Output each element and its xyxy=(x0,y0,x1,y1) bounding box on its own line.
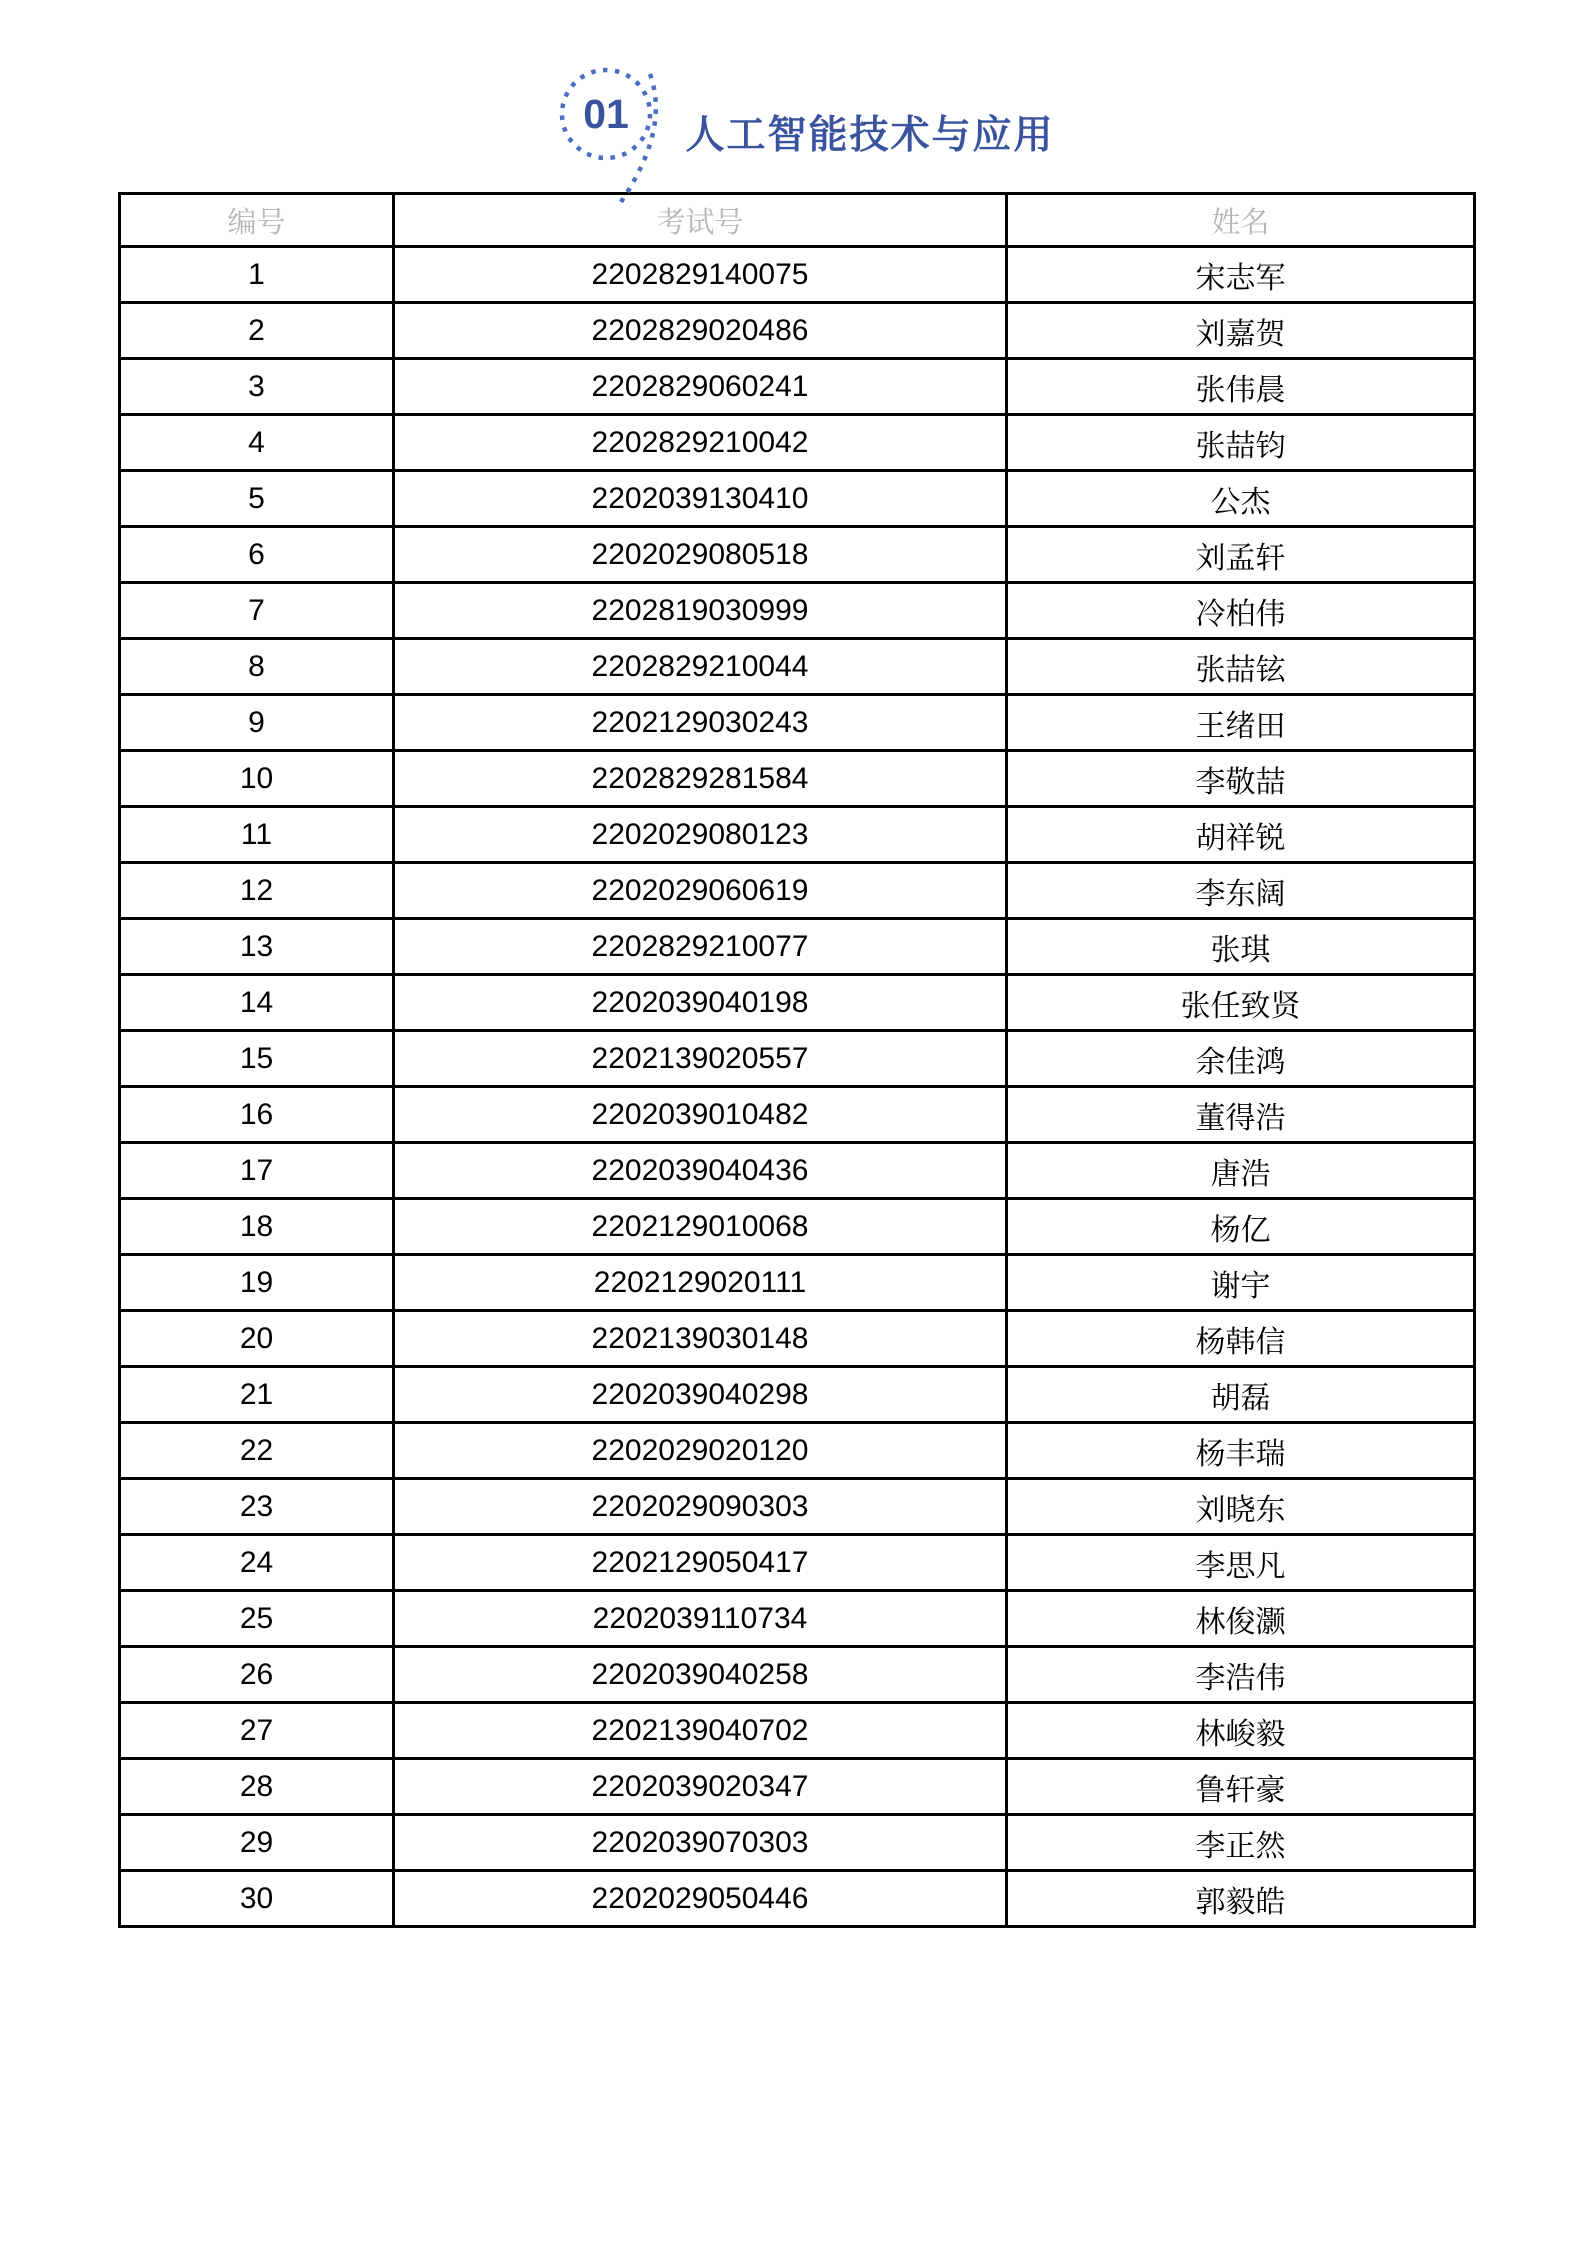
exam-id-cell: 2202039020347 xyxy=(394,1759,1007,1815)
name-cell: 张喆钧 xyxy=(1007,415,1475,471)
table-row xyxy=(120,1087,1475,1143)
exam-id-cell: 2202039040298 xyxy=(394,1367,1007,1423)
row-number-cell: 29 xyxy=(120,1815,394,1871)
header-row xyxy=(120,194,1475,247)
exam-id-cell: 2202039040258 xyxy=(394,1647,1007,1703)
name-cell: 李浩伟 xyxy=(1007,1647,1475,1703)
name-cell: 冷柏伟 xyxy=(1007,583,1475,639)
table-row xyxy=(120,1479,1475,1535)
table-row xyxy=(120,1367,1475,1423)
row-number-cell: 15 xyxy=(120,1031,394,1087)
section-header xyxy=(0,0,1586,192)
col-header-number: 编号 xyxy=(120,194,394,247)
row-number-cell: 3 xyxy=(120,359,394,415)
table-row xyxy=(120,1535,1475,1591)
exam-id-cell: 2202129030243 xyxy=(394,695,1007,751)
exam-id-cell: 2202829281584 xyxy=(394,751,1007,807)
name-cell: 杨丰瑞 xyxy=(1007,1423,1475,1479)
row-number-cell: 20 xyxy=(120,1311,394,1367)
table-row xyxy=(120,359,1475,415)
row-number-cell: 25 xyxy=(120,1591,394,1647)
table-row xyxy=(120,975,1475,1031)
name-cell: 张任致贤 xyxy=(1007,975,1475,1031)
row-number-cell: 5 xyxy=(120,471,394,527)
table-row xyxy=(120,1759,1475,1815)
row-number-cell: 21 xyxy=(120,1367,394,1423)
table-row xyxy=(120,807,1475,863)
section-badge xyxy=(531,50,681,210)
table-row xyxy=(120,1703,1475,1759)
name-cell: 李东阔 xyxy=(1007,863,1475,919)
row-number-cell: 10 xyxy=(120,751,394,807)
exam-id-cell: 2202039130410 xyxy=(394,471,1007,527)
name-cell: 公杰 xyxy=(1007,471,1475,527)
exam-id-cell: 2202029050446 xyxy=(394,1871,1007,1927)
name-cell: 胡磊 xyxy=(1007,1367,1475,1423)
row-number-cell: 9 xyxy=(120,695,394,751)
row-number-cell: 12 xyxy=(120,863,394,919)
name-cell: 刘嘉贺 xyxy=(1007,303,1475,359)
exam-id-cell: 2202029020120 xyxy=(394,1423,1007,1479)
exam-id-cell: 2202029080518 xyxy=(394,527,1007,583)
exam-id-cell: 2202829020486 xyxy=(394,303,1007,359)
name-cell: 李敬喆 xyxy=(1007,751,1475,807)
exam-id-cell: 2202029080123 xyxy=(394,807,1007,863)
name-cell: 刘晓东 xyxy=(1007,1479,1475,1535)
name-cell: 董得浩 xyxy=(1007,1087,1475,1143)
row-number-cell: 13 xyxy=(120,919,394,975)
row-number-cell: 6 xyxy=(120,527,394,583)
table-row xyxy=(120,1815,1475,1871)
name-cell: 李思凡 xyxy=(1007,1535,1475,1591)
exam-id-cell: 2202139020557 xyxy=(394,1031,1007,1087)
exam-id-cell: 2202039110734 xyxy=(394,1591,1007,1647)
row-number-cell: 24 xyxy=(120,1535,394,1591)
name-cell: 杨韩信 xyxy=(1007,1311,1475,1367)
row-number-cell: 2 xyxy=(120,303,394,359)
table-row xyxy=(120,1199,1475,1255)
row-number-cell: 30 xyxy=(120,1871,394,1927)
table-row xyxy=(120,1591,1475,1647)
row-number-cell: 17 xyxy=(120,1143,394,1199)
row-number-cell: 16 xyxy=(120,1087,394,1143)
table-row xyxy=(120,1143,1475,1199)
table-row xyxy=(120,1031,1475,1087)
roster-table xyxy=(118,192,1476,1928)
exam-id-cell: 2202039010482 xyxy=(394,1087,1007,1143)
col-header-name: 姓名 xyxy=(1007,194,1475,247)
table-row xyxy=(120,415,1475,471)
table-row xyxy=(120,527,1475,583)
table-row xyxy=(120,303,1475,359)
row-number-cell: 28 xyxy=(120,1759,394,1815)
name-cell: 王绪田 xyxy=(1007,695,1475,751)
name-cell: 鲁轩豪 xyxy=(1007,1759,1475,1815)
name-cell: 张喆铉 xyxy=(1007,639,1475,695)
row-number-cell: 7 xyxy=(120,583,394,639)
table-row xyxy=(120,1647,1475,1703)
table-row xyxy=(120,751,1475,807)
row-number-cell: 26 xyxy=(120,1647,394,1703)
table-row xyxy=(120,1311,1475,1367)
row-number-cell: 19 xyxy=(120,1255,394,1311)
table-row xyxy=(120,919,1475,975)
row-number-cell: 27 xyxy=(120,1703,394,1759)
name-cell: 杨亿 xyxy=(1007,1199,1475,1255)
row-number-cell: 8 xyxy=(120,639,394,695)
table-row xyxy=(120,583,1475,639)
exam-id-cell: 2202829210044 xyxy=(394,639,1007,695)
row-number-cell: 23 xyxy=(120,1479,394,1535)
col-header-exam-id: 考试号 xyxy=(394,194,1007,247)
section-number: 01 xyxy=(583,91,630,137)
exam-id-cell: 2202129050417 xyxy=(394,1535,1007,1591)
name-cell: 林峻毅 xyxy=(1007,1703,1475,1759)
row-number-cell: 18 xyxy=(120,1199,394,1255)
exam-id-cell: 2202139040702 xyxy=(394,1703,1007,1759)
exam-id-cell: 2202829140075 xyxy=(394,247,1007,303)
table-row xyxy=(120,863,1475,919)
roster-table-header xyxy=(120,194,1475,247)
name-cell: 刘孟轩 xyxy=(1007,527,1475,583)
name-cell: 唐浩 xyxy=(1007,1143,1475,1199)
exam-id-cell: 2202829060241 xyxy=(394,359,1007,415)
name-cell: 张琪 xyxy=(1007,919,1475,975)
table-row xyxy=(120,1423,1475,1479)
table-row xyxy=(120,695,1475,751)
roster-table-body xyxy=(120,247,1475,1927)
exam-id-cell: 2202029090303 xyxy=(394,1479,1007,1535)
name-cell: 余佳鸿 xyxy=(1007,1031,1475,1087)
name-cell: 林俊灏 xyxy=(1007,1591,1475,1647)
exam-id-cell: 2202029060619 xyxy=(394,863,1007,919)
name-cell: 郭毅皓 xyxy=(1007,1871,1475,1927)
page-title: 人工智能技术与应用 xyxy=(685,114,1055,157)
table-row xyxy=(120,247,1475,303)
table-row xyxy=(120,1255,1475,1311)
row-number-cell: 11 xyxy=(120,807,394,863)
exam-id-cell: 2202039070303 xyxy=(394,1815,1007,1871)
row-number-cell: 4 xyxy=(120,415,394,471)
exam-id-cell: 2202829210077 xyxy=(394,919,1007,975)
name-cell: 李正然 xyxy=(1007,1815,1475,1871)
exam-id-cell: 2202129010068 xyxy=(394,1199,1007,1255)
row-number-cell: 1 xyxy=(120,247,394,303)
name-cell: 宋志军 xyxy=(1007,247,1475,303)
row-number-cell: 22 xyxy=(120,1423,394,1479)
name-cell: 胡祥锐 xyxy=(1007,807,1475,863)
name-cell: 张伟晨 xyxy=(1007,359,1475,415)
exam-id-cell: 2202129020111 xyxy=(394,1255,1007,1311)
row-number-cell: 14 xyxy=(120,975,394,1031)
name-cell: 谢宇 xyxy=(1007,1255,1475,1311)
exam-id-cell: 2202819030999 xyxy=(394,583,1007,639)
exam-id-cell: 2202829210042 xyxy=(394,415,1007,471)
exam-id-cell: 2202139030148 xyxy=(394,1311,1007,1367)
exam-id-cell: 2202039040198 xyxy=(394,975,1007,1031)
table-row xyxy=(120,471,1475,527)
exam-id-cell: 2202039040436 xyxy=(394,1143,1007,1199)
table-row xyxy=(120,639,1475,695)
table-row xyxy=(120,1871,1475,1927)
